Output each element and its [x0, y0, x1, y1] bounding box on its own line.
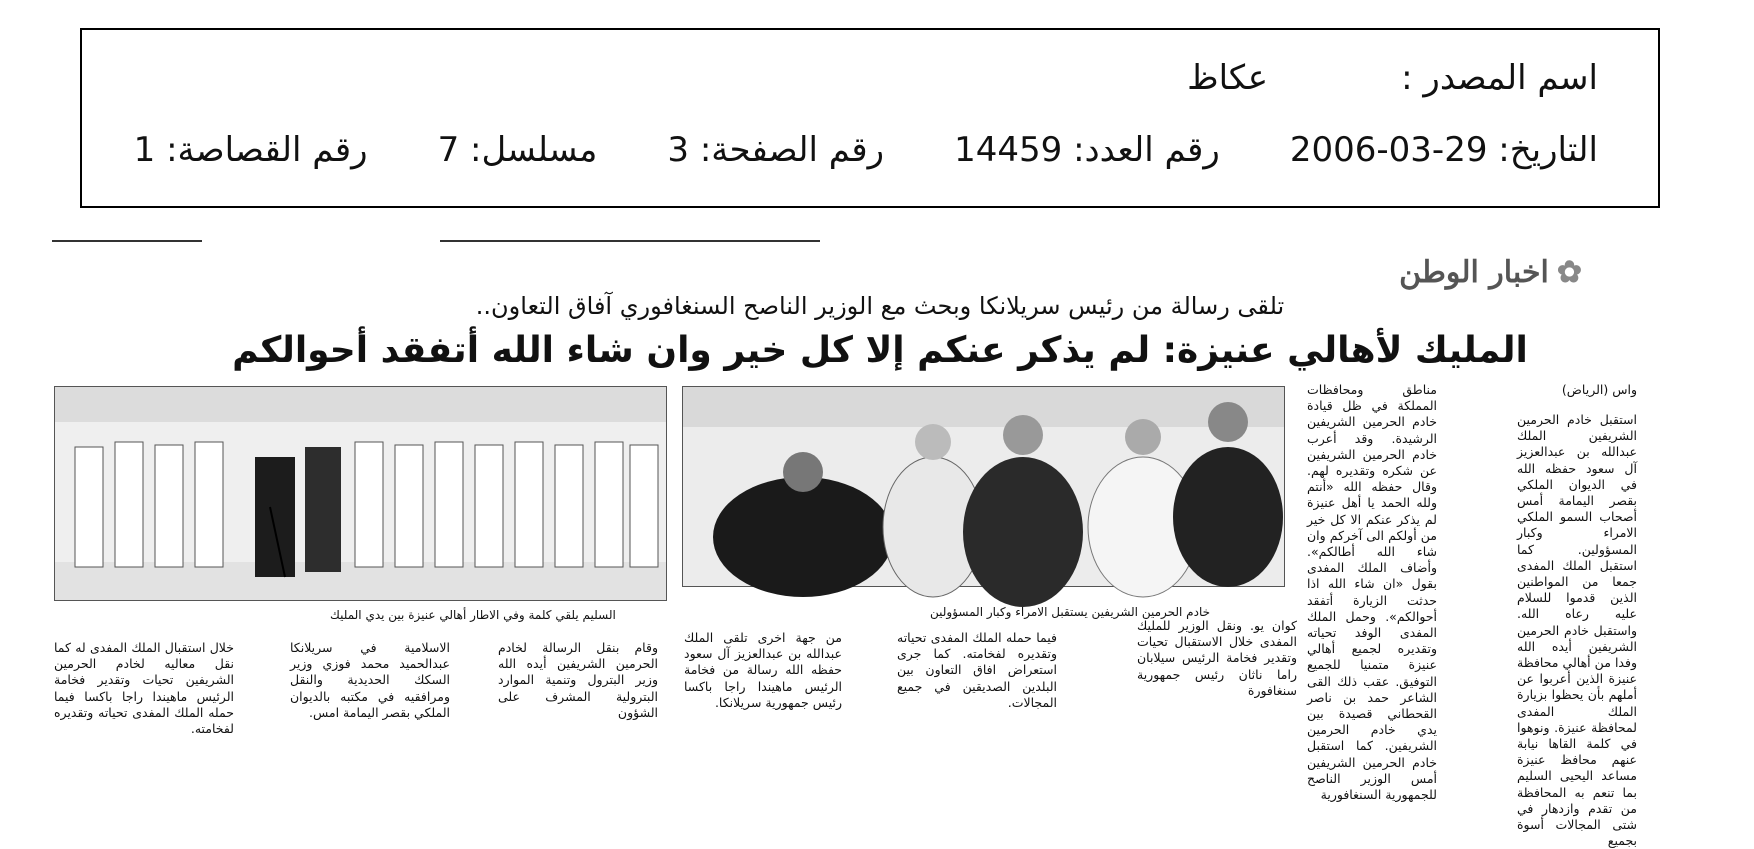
section-title: ✿اخبار الوطن	[1399, 255, 1582, 290]
page-field: رقم الصفحة: 3	[667, 130, 885, 170]
bottom-column-2: فيما حمله الملك المفدى تحياته وتقديره لفخامته. كما جرى استعراض افاق التعاون بين البلدين الصديقين في جميع المجالات.	[897, 630, 1057, 710]
photo-reception-caption: خادم الحرمين الشريفين يستقبل الامراء وكبار المسؤولين	[930, 605, 1211, 619]
bottom-column-1: كوان يو. ونقل الوزير للمليك المفدى خلال الاستقبال تحيات وتقدير فخامة الرئيس سيلابان راما ناثان رئيس جمهورية سنغافورة	[1137, 618, 1297, 698]
date-field: التاريخ: 29-03-2006	[1289, 130, 1598, 170]
source-row	[1187, 58, 1598, 98]
bottom-column-6: خلال استقبال الملك المفدى له كما نقل معاليه لخادم الحرمين الشريفين تحيات وتقدير فخامة الرئيس ماهيندا راجا باكسا فيما حمله الملك المفدى تحياته وتقديره لفخامته.	[54, 640, 234, 737]
meta-row	[134, 130, 1598, 170]
source-label: اسم المصدر :	[1401, 58, 1598, 98]
bottom-column-4: وقام بنقل الرسالة لخادم الحرمين الشريفين أيده الله وزير البترول وتنمية الموارد البترولية المشرف على الشؤون	[498, 640, 658, 720]
article-column-1: استقبل خادم الحرمين الشريفين الملك عبدالله بن عبدالعزيز آل سعود حفظه الله في الديوان الملكي بقصر اليمامة أمس أصحاب السمو الملكي الامراء وكبار المسؤولين. كما استقبل الملك المفدى جمعا من المواطنين الذين قدموا للسلام عليه رعاه الله. واستقبل خادم الحرمين الشريفين أيده الله وفدا من أهالي محافظة عنيزة الذين أعربوا عن أملهم بأن يحظوا بزيارة الملك المفدى لمحافظة عنيزة. ونوهوا في كلمة القاها نيابة عنهم محافظ عنيزة مساعد اليحيى السليم بما تنعم به المحافظة من تقدم وازدهار في شتى المجالات أسوة بجميع	[1517, 412, 1637, 849]
article-column-2: مناطق ومحافظات المملكة في ظل قيادة خادم الحرمين الشريفين الرشيدة. وقد أعرب خادم الحرمين الشريفين عن شكره وتقديره لهم. وقال حفظه الله «أنتم ولله الحمد يا أهل عنيزة لم يذكر عنكم الا كل خير من أولكم الى آخركم وان شاء الله أطالكم». وأضاف الملك المفدى بقول «ان شاء الله اذا حدثت الزيارة أتفقد أحوالكم». وحمل الملك المفدى الوفد تحياته وتقديره لجميع أهالي عنيزة متمنيا للجميع التوفيق. عقب ذلك القى الشاعر حمد بن ناصر القحطاني قصيدة بين يدي خادم الحرمين الشريفين. كما استقبل خادم الحرمين الشريفين أمس الوزير الناصح للجمهورية السنغافورية	[1307, 382, 1437, 803]
cut-line-left	[52, 240, 202, 242]
byline: واس (الرياض)	[1561, 382, 1637, 397]
cut-line-right	[440, 240, 820, 242]
bottom-column-3: من جهة اخرى تلقى الملك عبدالله بن عبدالعزيز آل سعود حفظه الله رسالة من فخامة الرئيس ماهيندا راجا باكسا رئيس جمهورية سريلانكا.	[684, 630, 842, 710]
issue-field: رقم العدد: 14459	[954, 130, 1220, 170]
article-kicker: تلقى رسالة من رئيس سريلانكا وبحث مع الوزير الناصح السنغافوري آفاق التعاون..	[475, 292, 1285, 320]
photo-reception	[682, 386, 1285, 587]
bottom-column-5: الاسلامية في سريلانكا عبدالحميد محمد فوزي وزير السكك الحديدية والنقل ومرافقيه في مكتبه بالديوان الملكي بقصر اليمامة امس.	[290, 640, 450, 720]
clipping-info-box	[80, 28, 1660, 208]
source-value: عكاظ	[1187, 58, 1268, 98]
photo-delegation	[54, 386, 667, 601]
photo-delegation-caption: السليم يلقي كلمة وفي الاطار أهالي عنيزة بين يدي المليك	[330, 608, 616, 622]
article-headline: المليك لأهالي عنيزة: لم يذكر عنكم إلا كل خير وان شاء الله أتفقد أحوالكم	[232, 330, 1528, 371]
section-ornament-icon: ✿	[1556, 255, 1582, 290]
serial-field: مسلسل: 7	[437, 130, 598, 170]
clip-number-field: رقم القصاصة: 1	[133, 130, 368, 170]
